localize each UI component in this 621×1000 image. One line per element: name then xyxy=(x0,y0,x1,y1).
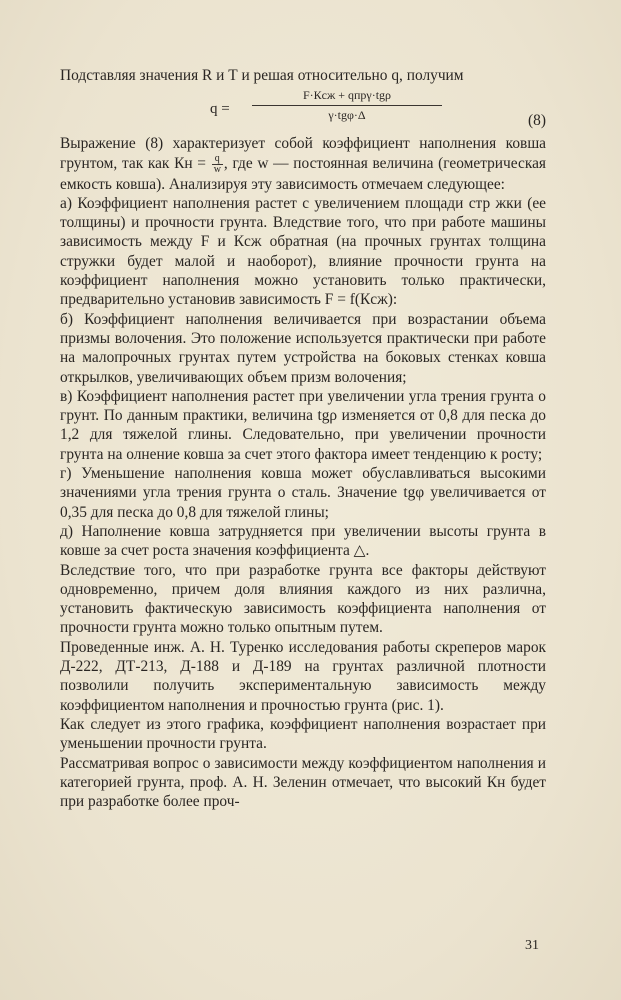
inline-fraction-denominator: w xyxy=(213,163,221,175)
page-number: 31 xyxy=(525,938,539,953)
list-item-b: б) Коэффициент наполнения величивается при возрастании объема призмы волочения. Это положение используется практически при работе на малопрочных грунтах путем устройства на боковых стенках ковша открылков, увеличивающих объем призм волочения; xyxy=(60,310,546,386)
intro-paragraph: Подставляя значения R и Т и решая относительно q, получим xyxy=(60,67,464,84)
paragraph-rassmatrivaya: Рассматривая вопрос о зависимости между коэффициентом наполнения и категорией грунта, проф. А. Н. Зеленин отмечает, что высокий Кн будет при разработке более проч- xyxy=(60,754,546,811)
list-item-g: г) Уменьшение наполнения ковша может обуславливаться высокими значениями угла трения грунта о сталь. Значение tgφ увеличивается от 0,35 для песка до 0,8 для тяжелой глины; xyxy=(60,465,546,521)
inline-fraction-numerator: q xyxy=(212,154,223,165)
paragraph-expression xyxy=(60,134,546,194)
paragraph-kak-sleduet: Как следует из этого графика, коэффициент наполнения возрастает при уменьшении прочности грунта. xyxy=(60,715,546,753)
list-item-v: в) Коэффициент наполнения растет при увеличении угла трения грунта о грунт. По данным практики, величина tgρ изменяется от 0,8 для песка до 1,2 для тяжелой глины. Следовательно, при увеличении прочности грунта на олнение ковша за счет этого фактора имеет тенденцию к росту; xyxy=(60,387,546,463)
paragraph-expression-part1: Выражение (8) характеризует собой коэффициент наполнения ковша грунтом, так как Кн = xyxy=(60,135,546,172)
equation-lhs: q = xyxy=(210,101,230,118)
paragraph-expression-part2: , где w — постоянная величина (геометрическая емкость ковша). Анализируя эту зависимость отмечаем следующее: xyxy=(60,154,546,193)
equation-numerator: F·Кcж + qпрγ·tgρ xyxy=(252,87,442,106)
page-body xyxy=(60,66,546,811)
paragraph-vsledstvie: Вследствие того, что при разработке грунта все факторы действуют одновременно, причем доля влияния каждого из них различна, установить фактическую зависимость коэффициента наполнения от прочности грунта можно только опытным путем. xyxy=(60,561,546,637)
equation-8 xyxy=(60,87,546,133)
list-item-d: д) Наполнение ковша затрудняется при увеличении высоты грунта в ковше за счет роста значения коэффициента △. xyxy=(60,522,546,560)
equation-fraction xyxy=(252,87,442,123)
equation-denominator: γ·tgφ·Δ xyxy=(328,108,366,123)
equation-number: (8) xyxy=(528,112,546,130)
inline-fraction-q-over-w xyxy=(212,154,223,175)
paragraph-provedennye: Проведенные инж. А. Н. Туренко исследования работы скреперов марок Д-222, ДТ-213, Д-188 и Д-189 на грунтах различной плотности позволили получить экспериментальную зависимость между коэффициентом наполнения и прочностью грунта (рис. 1). xyxy=(60,638,546,714)
list-item-a: а) Коэффициент наполнения растет с увеличением площади стр жки (ее толщины) и прочности грунта. Вледствие того, что при работе машины зависимость между F и Кcж обратная (на прочных грунтах толщина стружки будет малой и наоборот), влияние прочности грунта на коэффициент наполнения можно установить только практически, предварительно установив зависимость F = f(Кcж): xyxy=(60,194,546,309)
